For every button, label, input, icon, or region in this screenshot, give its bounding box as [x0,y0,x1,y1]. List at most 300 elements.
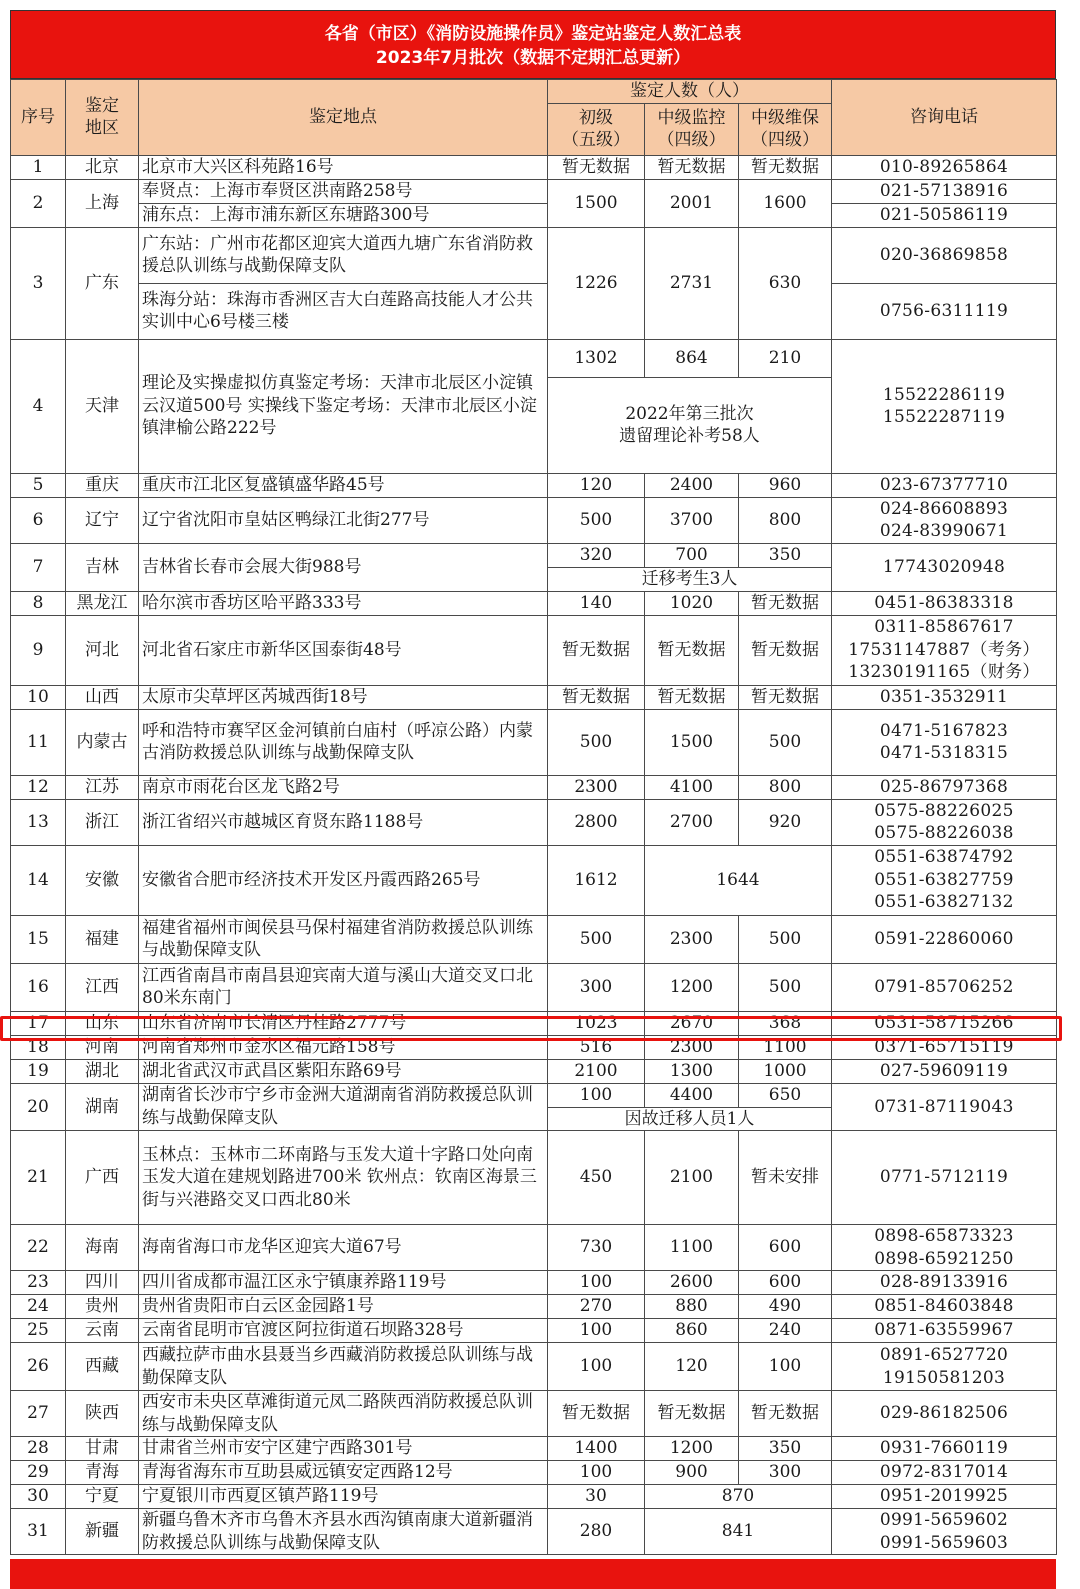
table-row [11,227,1057,283]
row-number: 17 [11,1011,66,1035]
mid-monitor-count: 2700 [645,799,739,845]
mid-monitor-count: 2400 [645,473,739,497]
mid-maint-count: 490 [739,1295,832,1319]
table-body [11,155,1057,1555]
phone-cell [832,339,1057,473]
phone-cell [832,709,1057,775]
region-cell: 湖北 [66,1059,139,1083]
region-cell: 内蒙古 [66,709,139,775]
address-line: 南京市雨花台区龙飞路2号 [142,776,340,797]
junior-count: 100 [548,1271,645,1295]
mid-monitor-count: 2001 [645,179,739,227]
phone-number: 0991-5659603 [879,1532,1009,1553]
junior-count: 500 [548,915,645,963]
address-cell [139,1391,548,1437]
phone-cell [832,1131,1057,1225]
phone-cell: 020-36869858 [832,227,1057,283]
region-cell: 吉林 [66,543,139,591]
address-cell [139,1225,548,1271]
phone-number: 19150581203 [882,1367,1006,1388]
mid-maint-count: 100 [739,1343,832,1391]
region-cell: 浙江 [66,799,139,845]
row-number: 8 [11,591,66,615]
mid-maint-count: 500 [739,915,832,963]
junior-count: 暂无数据 [548,685,645,709]
address-cell [139,1319,548,1343]
junior-count: 730 [548,1225,645,1271]
address-line: 西安市未央区草滩街道元凤二路陕西消防救援总队训练与战勤保障支队 [142,1392,533,1435]
mid-maint-count: 960 [739,473,832,497]
address-cell [139,963,548,1011]
phone-cell [832,1271,1057,1295]
address-line: 呼和浩特市赛罕区金河镇前白庙村（呼凉公路）内蒙古消防救援总队训练与战勤保障支队 [142,720,533,763]
address-line: 云南省昆明市官渡区阿拉街道石坝路328号 [142,1320,464,1341]
address-line: 四川省成都市温江区永宁镇康养路119号 [142,1272,447,1293]
phone-cell [832,497,1057,543]
junior-count: 280 [548,1509,645,1555]
mid-maint-count: 650 [739,1083,832,1107]
address-cell [139,339,548,473]
phone-number: 0575-88226025 [874,800,1014,821]
table-row [11,1225,1057,1271]
address-cell [139,1059,548,1083]
row-number: 18 [11,1035,66,1059]
address-line: 新疆乌鲁木齐市乌鲁木齐县水西沟镇南康大道新疆消防救援总队训练与战勤保障支队 [142,1510,533,1553]
mid-combined-count: 1644 [645,845,832,915]
mid-monitor-count: 2600 [645,1271,739,1295]
phone-cell [832,1461,1057,1485]
region-cell: 青海 [66,1461,139,1485]
phone-number: 0871-63559967 [874,1320,1014,1341]
address-cell [139,543,548,591]
row-number: 16 [11,963,66,1011]
address-cell [139,685,548,709]
phone-cell [832,1437,1057,1461]
mid-monitor-count: 2670 [645,1011,739,1035]
phone-number: 0771-5712119 [879,1167,1009,1188]
mid-maint-count: 240 [739,1319,832,1343]
header-junior: 初级 （五级） [548,103,645,155]
count-note: 因故迁移人员1人 [548,1107,832,1131]
mid-monitor-count: 880 [645,1295,739,1319]
mid-monitor-count: 2731 [645,227,739,339]
phone-number: 17743020948 [882,556,1006,577]
mid-maint-count: 300 [739,1461,832,1485]
phone-cell [832,591,1057,615]
address-line: 重庆市江北区复盛镇盛华路45号 [142,474,385,495]
bottom-red-bar [10,1559,1056,1589]
row-number: 15 [11,915,66,963]
phone-cell [832,1509,1057,1555]
table-row [11,1509,1057,1555]
address-cell [139,615,548,685]
phone-number: 0451-86383318 [874,592,1014,613]
region-cell: 贵州 [66,1295,139,1319]
mid-maint-count: 630 [739,227,832,339]
junior-count: 30 [548,1485,645,1509]
region-cell: 安徽 [66,845,139,915]
junior-count: 500 [548,709,645,775]
row-number: 7 [11,543,66,591]
region-cell: 上海 [66,179,139,227]
region-cell: 河北 [66,615,139,685]
region-cell: 海南 [66,1225,139,1271]
table-row [11,1059,1057,1083]
junior-count: 暂无数据 [548,1391,645,1437]
row-number: 29 [11,1461,66,1485]
mid-maint-count: 350 [739,1437,832,1461]
junior-count: 1612 [548,845,645,915]
junior-count: 100 [548,1083,645,1107]
table-row [11,203,1057,227]
address-cell [139,473,548,497]
mid-maint-count: 暂无数据 [739,591,832,615]
phone-number: 023-67377710 [879,474,1009,495]
row-number: 25 [11,1319,66,1343]
title-line-1: 各省（市区）《消防设施操作员》鉴定站鉴定人数汇总表 [324,24,742,44]
region-cell: 四川 [66,1271,139,1295]
junior-count: 2300 [548,775,645,799]
phone-number: 0791-85706252 [874,976,1014,997]
address-line: 江西省南昌市南昌县迎宾南大道与溪山大道交叉口北80米东南门 [142,965,533,1008]
mid-maint-count: 600 [739,1225,832,1271]
mid-monitor-count: 1020 [645,591,739,615]
mid-maint-count: 600 [739,1271,832,1295]
mid-maint-count: 920 [739,799,832,845]
address-cell [139,1035,548,1059]
phone-cell: 021-50586119 [832,203,1057,227]
row-number: 3 [11,227,66,339]
row-number: 9 [11,615,66,685]
mid-monitor-count: 4400 [645,1083,739,1107]
mid-maint-count: 210 [739,339,832,377]
phone-cell [832,1035,1057,1059]
table-row [11,1083,1057,1107]
table-row [11,1391,1057,1437]
address-cell [139,1343,548,1391]
region-cell: 重庆 [66,473,139,497]
count-note: 2022年第三批次 遗留理论补考58人 [548,377,832,473]
mid-maint-count: 368 [739,1011,832,1035]
junior-count: 140 [548,591,645,615]
phone-cell [832,1295,1057,1319]
address-cell [139,591,548,615]
phone-number: 025-86797368 [879,776,1009,797]
table-row [11,155,1057,179]
row-number: 12 [11,775,66,799]
region-cell: 湖南 [66,1083,139,1131]
junior-count: 1400 [548,1437,645,1461]
table-title [10,10,1056,79]
mid-maint-count: 1000 [739,1059,832,1083]
phone-cell [832,1319,1057,1343]
junior-count: 2100 [548,1059,645,1083]
mid-maint-count: 800 [739,497,832,543]
mid-monitor-count: 4100 [645,775,739,799]
address-cell [139,915,548,963]
phone-number: 0551-63827132 [874,892,1014,913]
table-row [11,615,1057,685]
phone-cell: 0756-6311119 [832,283,1057,339]
mid-maint-count: 暂无数据 [739,155,832,179]
row-number: 1 [11,155,66,179]
address-cell [139,709,548,775]
count-note: 迁移考生3人 [548,567,832,591]
phone-number: 024-83990671 [879,521,1009,541]
table-row [11,339,1057,377]
address-line: 湖南省长沙市宁乡市金洲大道湖南省消防救援总队训练与战勤保障支队 [142,1085,533,1128]
phone-cell [832,915,1057,963]
region-cell: 江苏 [66,775,139,799]
address-cell [139,1485,548,1509]
address-line: 湖北省武汉市武昌区紫阳东路69号 [142,1060,402,1081]
row-number: 26 [11,1343,66,1391]
phone-number: 0898-65921250 [874,1248,1014,1269]
address-line: 北京市大兴区科苑路16号 [142,156,334,177]
mid-monitor-count: 900 [645,1461,739,1485]
address-line: 海南省海口市龙华区迎宾大道67号 [142,1237,402,1258]
header-region: 鉴定 地区 [66,80,139,156]
mid-monitor-count: 1100 [645,1225,739,1271]
junior-count: 300 [548,963,645,1011]
junior-count: 1500 [548,179,645,227]
mid-monitor-count: 暂无数据 [645,685,739,709]
address-cell [139,799,548,845]
address-line: 河北省石家庄市新华区国泰街48号 [142,639,402,660]
junior-count: 暂无数据 [548,615,645,685]
phone-number: 0551-63827759 [874,869,1014,890]
address-cell [139,155,548,179]
table-row [11,1011,1057,1035]
table-row [11,845,1057,915]
mid-monitor-count: 2300 [645,1035,739,1059]
region-cell: 河南 [66,1035,139,1059]
region-cell: 云南 [66,1319,139,1343]
junior-count: 450 [548,1131,645,1225]
phone-number: 0575-88226038 [874,823,1014,843]
mid-maint-count: 暂未安排 [739,1131,832,1225]
phone-number: 0471-5318315 [879,743,1009,763]
address-cell: 浦东点：上海市浦东新区东塘路300号 [139,203,548,227]
mid-maint-count: 800 [739,775,832,799]
header-count-group: 鉴定人数（人） [548,80,832,104]
mid-maint-count: 暂无数据 [739,1391,832,1437]
address-line: 宁夏银川市西夏区镇芦路119号 [142,1486,379,1507]
phone-cell [832,1343,1057,1391]
address-cell [139,775,548,799]
table-row [11,685,1057,709]
phone-number: 17531147887（考务） [848,639,1040,660]
row-number: 24 [11,1295,66,1319]
region-cell: 黑龙江 [66,591,139,615]
title-line-2: 2023年7月批次（数据不定期汇总更新） [375,48,691,68]
phone-number: 0371-65715119 [874,1036,1014,1057]
table-row [11,1437,1057,1461]
table-row [11,1295,1057,1319]
phone-cell [832,543,1057,591]
address-cell [139,1461,548,1485]
table-row [11,775,1057,799]
header-mid-monitor: 中级监控 （四级） [645,103,739,155]
phone-number: 029-86182506 [879,1403,1009,1424]
header-phone: 咨询电话 [832,80,1057,156]
phone-number: 0991-5659602 [879,1510,1009,1530]
phone-number: 028-89133916 [879,1272,1009,1293]
address-cell [139,1509,548,1555]
junior-count: 暂无数据 [548,155,645,179]
row-number: 30 [11,1485,66,1509]
row-number: 10 [11,685,66,709]
phone-number: 0851-84603848 [874,1296,1014,1317]
junior-count: 270 [548,1295,645,1319]
mid-monitor-count: 1200 [645,963,739,1011]
table-row [11,963,1057,1011]
address-cell [139,1011,548,1035]
mid-monitor-count: 暂无数据 [645,615,739,685]
address-line: 贵州省贵阳市白云区金园路1号 [142,1296,374,1317]
phone-number: 027-59609119 [879,1060,1009,1081]
mid-monitor-count: 120 [645,1343,739,1391]
address-line: 浙江省绍兴市越城区育贤东路1188号 [142,811,424,832]
row-number: 14 [11,845,66,915]
mid-maint-count: 1600 [739,179,832,227]
address-line: 哈尔滨市香坊区哈平路333号 [142,592,362,613]
table-row [11,1035,1057,1059]
address-line: 青海省海东市互助县威远镇安定西路12号 [142,1462,453,1483]
mid-maint-count: 暂无数据 [739,615,832,685]
phone-number: 0972-8317014 [879,1462,1009,1483]
address-cell: 奉贤点：上海市奉贤区洪南路258号 [139,179,548,203]
row-number: 22 [11,1225,66,1271]
table-row [11,1343,1057,1391]
phone-cell [832,1059,1057,1083]
mid-maint-count: 暂无数据 [739,685,832,709]
phone-number: 010-89265864 [879,156,1009,177]
phone-cell [832,615,1057,685]
phone-number: 0311-85867617 [874,617,1014,638]
mid-monitor-count: 1300 [645,1059,739,1083]
phone-cell [832,685,1057,709]
row-number: 11 [11,709,66,775]
phone-number: 0471-5167823 [879,720,1009,741]
phone-cell [832,1225,1057,1271]
mid-combined-count: 841 [645,1509,832,1555]
table-row [11,497,1057,543]
address-line: 玉林点：玉林市二环南路与玉发大道十字路口处向南玉发大道在建规划路进700米 钦州点：钦南区海景三街与兴港路交叉口西北80米 [142,1144,537,1210]
region-cell: 广西 [66,1131,139,1225]
row-number: 6 [11,497,66,543]
address-line: 理论及实操虚拟仿真鉴定考场：天津市北辰区小淀镇云汉道500号 实操线下鉴定考场：天津市北辰区小淀镇津榆公路222号 [142,373,537,439]
table-row [11,543,1057,567]
mid-monitor-count: 暂无数据 [645,155,739,179]
row-number: 13 [11,799,66,845]
mid-maint-count: 1100 [739,1035,832,1059]
region-cell: 甘肃 [66,1437,139,1461]
junior-count: 320 [548,543,645,567]
phone-cell [832,775,1057,799]
junior-count: 100 [548,1319,645,1343]
phone-number: 0591-22860060 [874,928,1014,949]
region-cell: 西藏 [66,1343,139,1391]
junior-count: 1302 [548,339,645,377]
junior-count: 100 [548,1343,645,1391]
mid-monitor-count: 1200 [645,1437,739,1461]
junior-count: 100 [548,1461,645,1485]
junior-count: 516 [548,1035,645,1059]
mid-monitor-count: 3700 [645,497,739,543]
mid-monitor-count: 860 [645,1319,739,1343]
table-row [11,1485,1057,1509]
phone-cell [832,1391,1057,1437]
mid-monitor-count: 2100 [645,1131,739,1225]
table-row [11,591,1057,615]
address-line: 西藏拉萨市曲水县聂当乡西藏消防救援总队训练与战勤保障支队 [142,1345,533,1388]
table-row [11,473,1057,497]
phone-number: 15522286119 [882,384,1006,405]
address-cell [139,1131,548,1225]
mid-monitor-count: 1500 [645,709,739,775]
mid-monitor-count: 2300 [645,915,739,963]
address-cell [139,497,548,543]
address-cell [139,1437,548,1461]
phone-number: 15522287119 [882,407,1006,427]
row-number: 20 [11,1083,66,1131]
mid-maint-count: 500 [739,963,832,1011]
table-row [11,709,1057,775]
address-line: 河南省郑州市金水区福元路158号 [142,1036,396,1057]
region-cell: 江西 [66,963,139,1011]
header-no: 序号 [11,80,66,156]
phone-number: 0731-87119043 [874,1096,1014,1117]
junior-count: 1023 [548,1011,645,1035]
row-number: 5 [11,473,66,497]
phone-number: 0891-6527720 [879,1345,1009,1365]
address-cell: 广东站：广州市花都区迎宾大道西九塘广东省消防救援总队训练与战勤保障支队 [139,227,548,283]
region-cell: 辽宁 [66,497,139,543]
mid-monitor-count: 暂无数据 [645,1391,739,1437]
phone-number: 0551-63874792 [874,847,1014,868]
region-cell: 陕西 [66,1391,139,1437]
address-line: 福建省福州市闽侯县马保村福建省消防救援总队训练与战勤保障支队 [142,917,533,960]
table-row [11,1319,1057,1343]
phone-cell: 021-57138916 [832,179,1057,203]
address-line: 太原市尖草坪区芮城西街18号 [142,686,368,707]
junior-count: 500 [548,497,645,543]
region-cell: 宁夏 [66,1485,139,1509]
summary-sheet [10,10,1056,1555]
phone-cell [832,963,1057,1011]
junior-count: 1226 [548,227,645,339]
phone-cell [832,473,1057,497]
table-row [11,179,1057,203]
mid-maint-count: 350 [739,543,832,567]
table-row [11,1131,1057,1225]
row-number: 31 [11,1509,66,1555]
address-cell: 珠海分站：珠海市香洲区吉大白莲路高技能人才公共实训中心6号楼三楼 [139,283,548,339]
junior-count: 2800 [548,799,645,845]
phone-cell [832,1011,1057,1035]
region-cell: 新疆 [66,1509,139,1555]
mid-monitor-count: 864 [645,339,739,377]
region-cell: 广东 [66,227,139,339]
row-number: 27 [11,1391,66,1437]
table-row [11,915,1057,963]
row-number: 23 [11,1271,66,1295]
address-line: 山东省济南市长清区丹桂路2777号 [142,1012,407,1033]
phone-cell [832,799,1057,845]
table-row [11,1461,1057,1485]
table-row [11,283,1057,339]
